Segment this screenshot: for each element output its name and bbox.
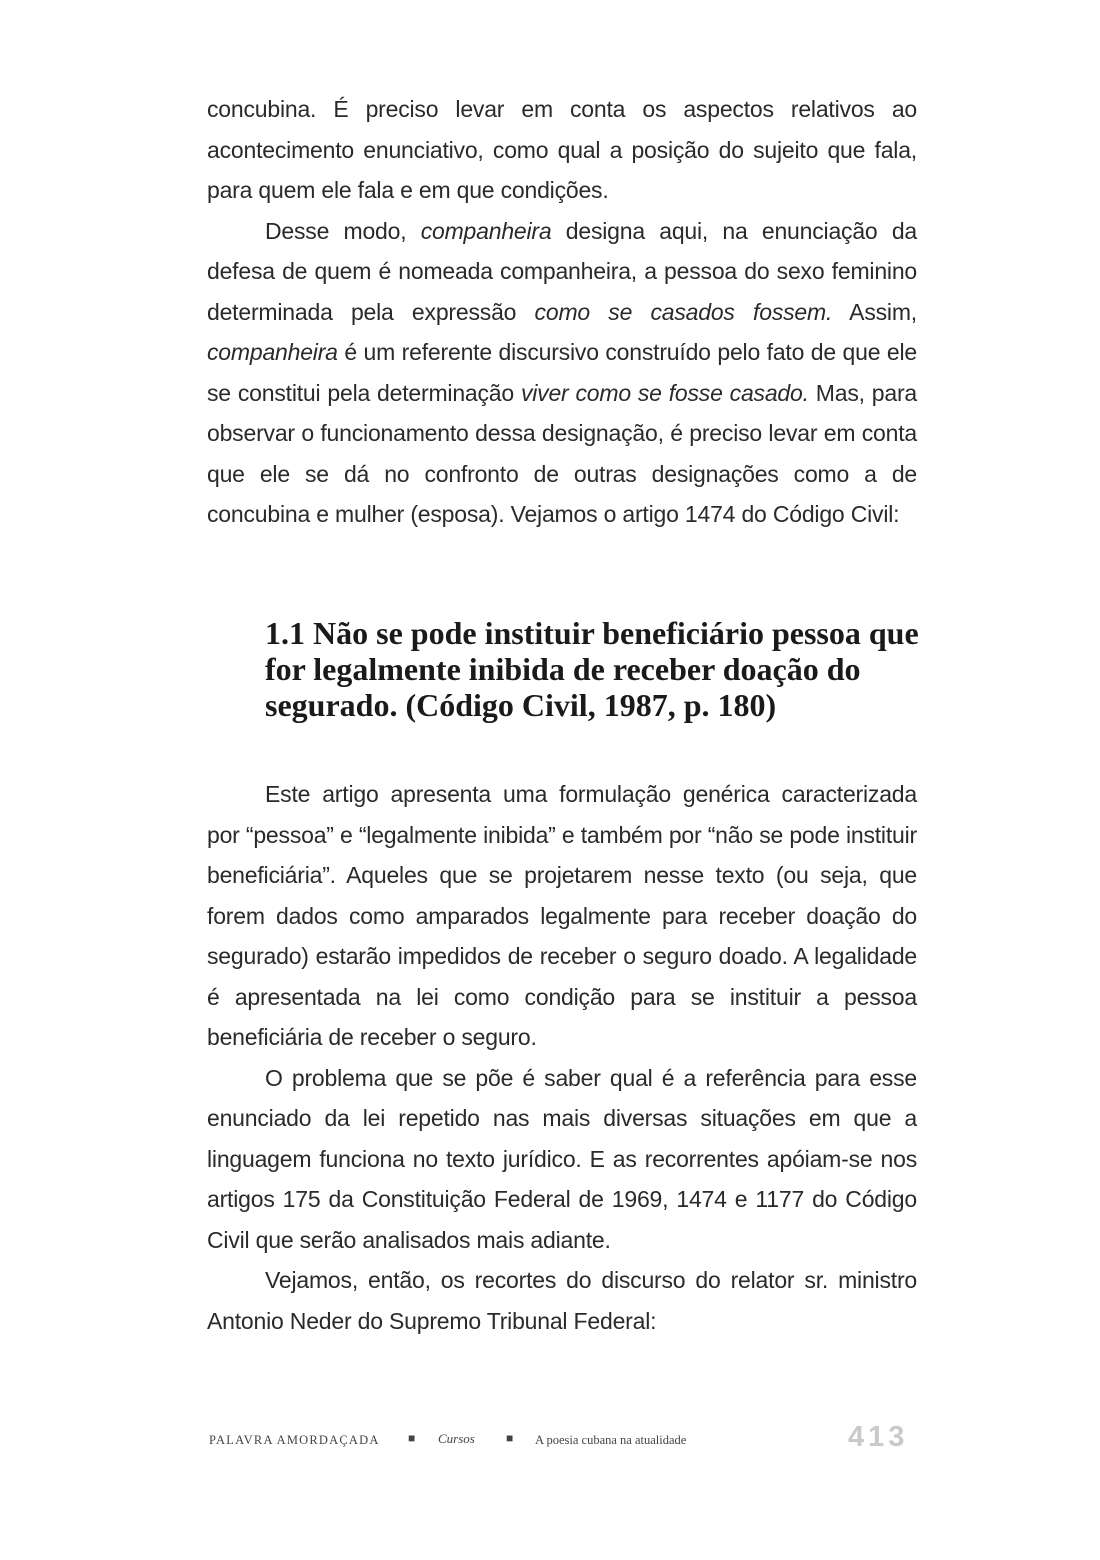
page-number: 413 xyxy=(848,1421,909,1453)
text-run: designa aqui, na enunciação da defesa de quem é nomeada companheira, a pessoa do sexo feminino determinada pela expressão xyxy=(207,217,917,325)
paragraph xyxy=(207,211,917,535)
italic-term: companheira xyxy=(420,217,552,244)
footer-separator: ■ xyxy=(506,1431,514,1445)
paragraph-continuation: concubina. É preciso levar em conta os aspectos relativos ao acontecimento enunciativo, como qual a posição do sujeito que fala, para quem ele fala e em que condições. xyxy=(207,96,917,203)
italic-term: companheira xyxy=(207,339,338,365)
body-text-top xyxy=(207,89,917,535)
text-run: Desse modo, xyxy=(265,217,421,244)
italic-term: viver como se fosse casado. xyxy=(520,379,809,406)
article-title: A poesia cubana na atualidade xyxy=(535,1433,687,1447)
quoted-article-heading: 1.1 Não se pode instituir beneficiário pessoa que for legalmente inibida de receber doação do segurado. (Código Civil, 1987, p. 180) xyxy=(265,615,919,723)
paragraph: O problema que se põe é saber qual é a referência para esse enunciado da lei repetido nas mais diversas situações em que a linguagem funciona no texto jurídico. E as recorrentes apóiam-se nos artigos 175 da Constituição Federal de 1969, 1474 e 1177 do Código Civil que serão analisados mais adiante. xyxy=(207,1064,917,1253)
italic-term: como se casados fossem. xyxy=(534,298,833,325)
page-footer xyxy=(209,1421,919,1455)
text-run: Assim, xyxy=(832,298,917,325)
text-run: é um referente discursivo construído pelo fato de que ele se constitui pela determinação xyxy=(207,339,917,406)
footer-separator: ■ xyxy=(408,1431,416,1445)
body-text-bottom xyxy=(207,774,917,1341)
paragraph: Vejamos, então, os recortes do discurso do relator sr. ministro Antonio Neder do Supremo Tribunal Federal: xyxy=(207,1267,917,1334)
section-name: Cursos xyxy=(438,1431,475,1446)
paragraph: Este artigo apresenta uma formulação genérica caracterizada por “pessoa” e “legalmente inibida” e também por “não se pode instituir beneficiária”. Aqueles que se projetarem nesse texto (ou seja, que forem dados como amparados legalmente para receber doação do segurado) estarão impedidos de receber o seguro doado. A legalidade é apresentada na lei como condição para se instituir a pessoa beneficiária de receber o seguro. xyxy=(207,781,917,1050)
text-run: Mas, para observar o funcionamento dessa designação, é preciso levar em conta que ele se dá no confronto de outras designações como a de concubina e mulher (esposa). Vejamos o artigo 1474 do Código Civil: xyxy=(207,379,918,527)
journal-title: PALAVRA AMORDAÇADA xyxy=(209,1433,380,1447)
